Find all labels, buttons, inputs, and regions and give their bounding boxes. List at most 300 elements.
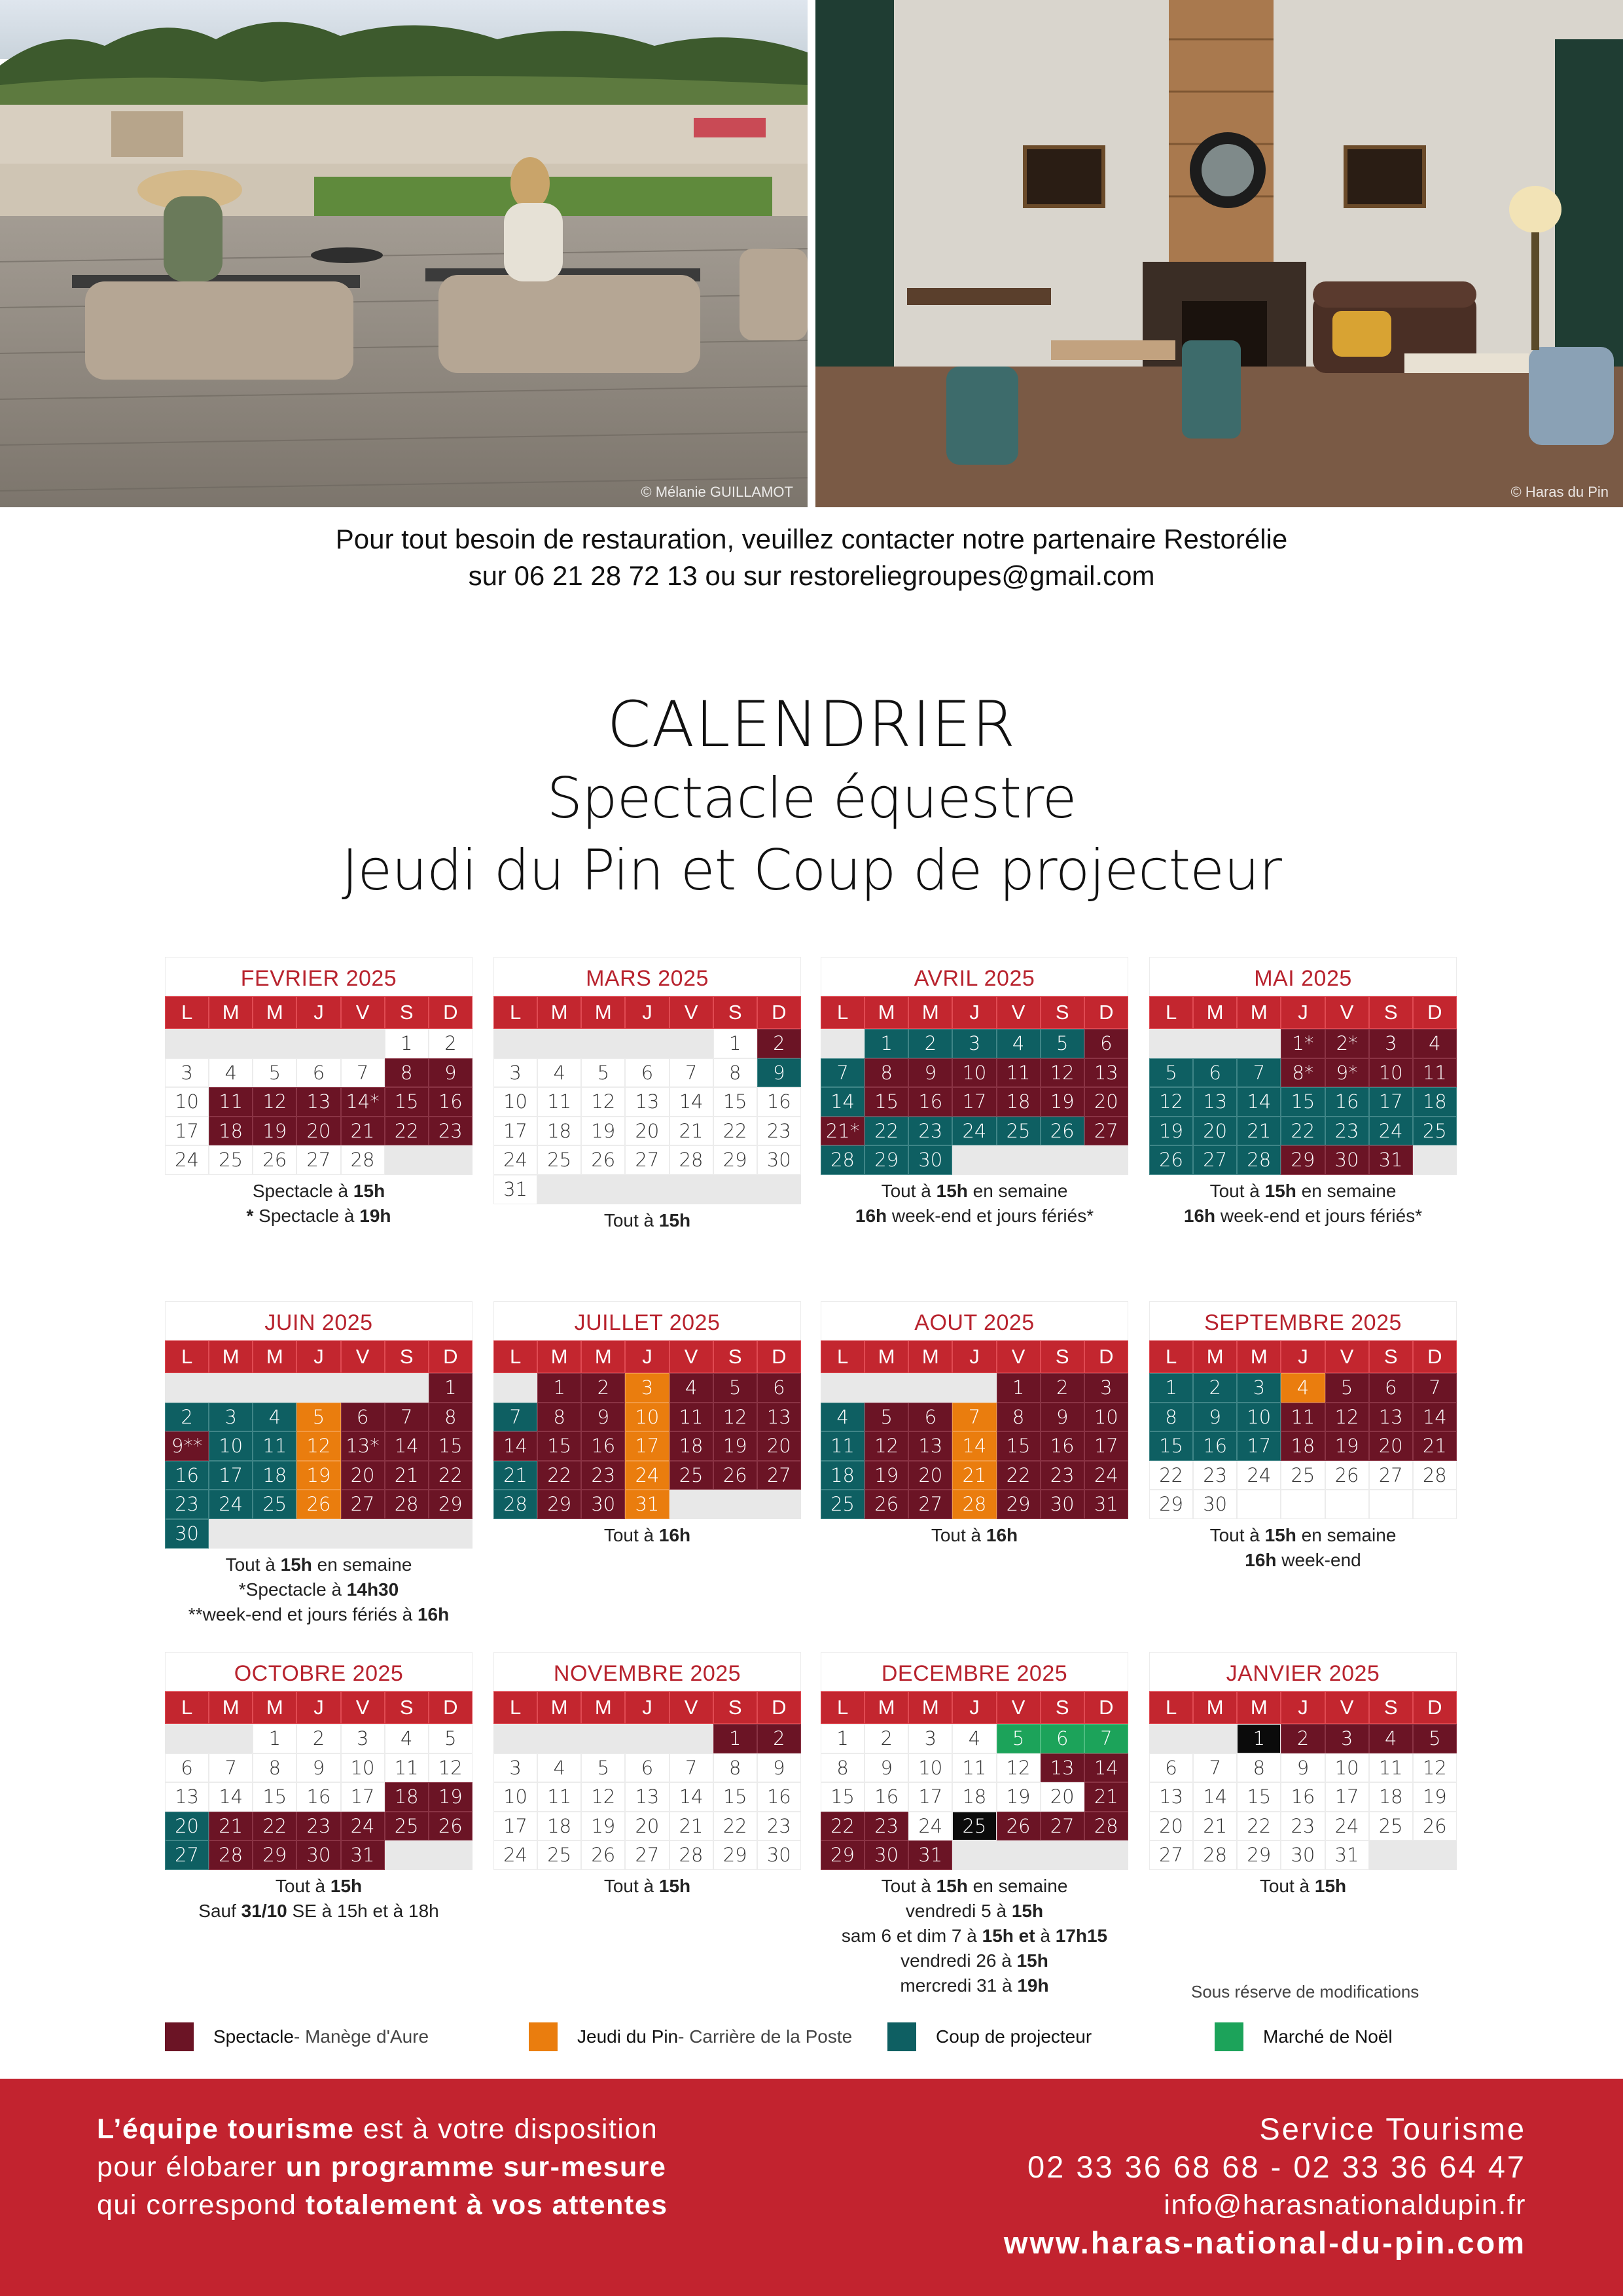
day-cell: 15 xyxy=(1149,1431,1193,1461)
day-cell: 7 xyxy=(1237,1058,1281,1088)
weekday-header: M xyxy=(1193,1691,1237,1724)
month-grid xyxy=(165,1691,473,1870)
schedule-line: Tout à 15h en semaine xyxy=(1209,1180,1397,1201)
day-cell: 20 xyxy=(908,1461,952,1490)
day-cell: 15 xyxy=(865,1087,908,1117)
empty-cell xyxy=(1413,1840,1457,1870)
month-title: JUILLET 2025 xyxy=(493,1301,801,1340)
day-cell: 8 xyxy=(429,1403,473,1432)
day-cell: 5 xyxy=(1041,1029,1084,1058)
legend-swatch xyxy=(529,2022,558,2051)
day-cell: 16 xyxy=(429,1087,473,1117)
weekday-header: S xyxy=(1041,1691,1084,1724)
day-cell: 12 xyxy=(296,1431,340,1461)
day-cell: 4 xyxy=(253,1403,296,1432)
day-cell: 1* xyxy=(1281,1029,1325,1058)
day-cell: 16 xyxy=(1193,1431,1237,1461)
day-cell: 23 xyxy=(757,1812,801,1841)
empty-cell xyxy=(253,1029,296,1058)
day-cell: 28 xyxy=(1237,1145,1281,1175)
month-schedule-note xyxy=(821,1874,1128,1998)
day-cell: 10 xyxy=(1325,1753,1369,1783)
day-cell: 27 xyxy=(1041,1812,1084,1841)
day-cell: 31 xyxy=(493,1175,537,1204)
day-cell: 13 xyxy=(1041,1753,1084,1783)
day-cell: 14 xyxy=(1413,1403,1457,1432)
month-schedule-note xyxy=(821,1179,1128,1229)
day-cell: 18 xyxy=(209,1117,253,1146)
day-cell: 12 xyxy=(429,1753,473,1783)
day-cell: 22 xyxy=(1149,1461,1193,1490)
weekday-header: V xyxy=(1325,996,1369,1029)
day-cell: 13 xyxy=(1084,1058,1128,1088)
empty-cell xyxy=(1281,1490,1325,1519)
day-cell: 21 xyxy=(209,1812,253,1841)
day-cell: 9 xyxy=(757,1058,801,1088)
day-cell: 1 xyxy=(429,1373,473,1403)
day-cell: 16 xyxy=(865,1782,908,1812)
day-cell: 11 xyxy=(1413,1058,1457,1088)
day-cell: 4 xyxy=(669,1373,713,1403)
day-cell: 8 xyxy=(537,1403,581,1432)
day-cell: 10 xyxy=(341,1753,385,1783)
empty-cell xyxy=(209,1029,253,1058)
empty-cell xyxy=(493,1373,537,1403)
day-cell: 18 xyxy=(1413,1087,1457,1117)
day-cell: 10 xyxy=(493,1782,537,1812)
month-title: OCTOBRE 2025 xyxy=(165,1652,473,1691)
day-cell: 23 xyxy=(1325,1117,1369,1146)
day-cell: 19 xyxy=(581,1812,625,1841)
month-calendar xyxy=(493,957,801,1233)
month-schedule-note xyxy=(493,1208,801,1233)
day-cell: 12 xyxy=(1413,1753,1457,1783)
day-cell: 13 xyxy=(1149,1782,1193,1812)
day-cell: 4 xyxy=(209,1058,253,1088)
day-cell: 18 xyxy=(537,1117,581,1146)
day-cell: 10 xyxy=(908,1753,952,1783)
day-cell: 12 xyxy=(581,1782,625,1812)
day-cell: 13 xyxy=(625,1782,669,1812)
weekday-header: D xyxy=(1084,996,1128,1029)
day-cell: 25 xyxy=(997,1117,1041,1146)
day-cell: 13* xyxy=(341,1431,385,1461)
empty-cell xyxy=(908,1373,952,1403)
day-cell: 3 xyxy=(952,1029,996,1058)
day-cell: 21 xyxy=(1193,1812,1237,1841)
day-cell: 1 xyxy=(1149,1373,1193,1403)
weekday-header: M xyxy=(1193,996,1237,1029)
day-cell: 20 xyxy=(296,1117,340,1146)
day-cell: 26 xyxy=(997,1812,1041,1841)
day-cell: 22 xyxy=(253,1812,296,1841)
weekday-header: D xyxy=(429,1340,473,1373)
weekday-header: V xyxy=(997,996,1041,1029)
month-schedule-note xyxy=(493,1874,801,1899)
weekday-header: J xyxy=(625,1691,669,1724)
day-cell: 15 xyxy=(821,1782,865,1812)
day-cell: 14 xyxy=(1237,1087,1281,1117)
day-cell: 18 xyxy=(1281,1431,1325,1461)
day-cell: 13 xyxy=(908,1431,952,1461)
day-cell: 7 xyxy=(1193,1753,1237,1783)
day-cell: 11 xyxy=(253,1431,296,1461)
day-cell: 23 xyxy=(1041,1461,1084,1490)
weekday-header: J xyxy=(1281,1340,1325,1373)
weekday-header: S xyxy=(713,1691,757,1724)
day-cell: 18 xyxy=(997,1087,1041,1117)
day-cell: 28 xyxy=(385,1490,429,1519)
empty-cell xyxy=(1413,1490,1457,1519)
day-cell: 20 xyxy=(757,1431,801,1461)
day-cell: 4 xyxy=(385,1724,429,1753)
reserve-note: Sous réserve de modifications xyxy=(1191,1982,1419,2001)
day-cell: 19 xyxy=(581,1117,625,1146)
empty-cell xyxy=(341,1373,385,1403)
calendar-subtitle-2: Jeudi du Pin et Coup de projecteur xyxy=(342,838,1281,903)
day-cell: 10 xyxy=(493,1087,537,1117)
day-cell: 5 xyxy=(429,1724,473,1753)
weekday-header: M xyxy=(865,1340,908,1373)
schedule-line: Tout à 15h en semaine xyxy=(881,1875,1068,1896)
day-cell: 29 xyxy=(865,1145,908,1175)
day-cell: 5 xyxy=(1149,1058,1193,1088)
schedule-line: Tout à 15h xyxy=(603,1210,691,1230)
weekday-header: S xyxy=(1369,996,1413,1029)
empty-cell xyxy=(669,1490,713,1519)
schedule-line: 16h week-end et jours fériés* xyxy=(1183,1205,1423,1226)
weekday-header: S xyxy=(713,996,757,1029)
empty-cell xyxy=(821,1373,865,1403)
footer-contact xyxy=(1004,2110,1526,2262)
day-cell: 18 xyxy=(1369,1782,1413,1812)
empty-cell xyxy=(209,1724,253,1753)
day-cell: 7 xyxy=(1413,1373,1457,1403)
day-cell: 9 xyxy=(865,1753,908,1783)
empty-cell xyxy=(537,1724,581,1753)
weekday-header: M xyxy=(537,1340,581,1373)
day-cell: 30 xyxy=(165,1519,209,1549)
day-cell: 6 xyxy=(625,1753,669,1783)
empty-cell xyxy=(1084,1840,1128,1870)
weekday-header: S xyxy=(1369,1691,1413,1724)
day-cell: 28 xyxy=(669,1840,713,1870)
weekday-header: M xyxy=(581,1340,625,1373)
empty-cell xyxy=(1193,1029,1237,1058)
day-cell: 4 xyxy=(537,1058,581,1088)
day-cell: 17 xyxy=(625,1431,669,1461)
schedule-line: mercredi 31 à 19h xyxy=(900,1975,1049,1996)
day-cell: 20 xyxy=(1084,1087,1128,1117)
month-schedule-note xyxy=(1149,1179,1457,1229)
day-cell: 7 xyxy=(952,1403,996,1432)
day-cell: 11 xyxy=(537,1087,581,1117)
empty-cell xyxy=(713,1175,757,1204)
weekday-header: L xyxy=(821,1691,865,1724)
month-title: AVRIL 2025 xyxy=(821,957,1128,996)
day-cell: 5 xyxy=(296,1403,340,1432)
restaurant-photo xyxy=(815,0,1623,507)
weekday-header: M xyxy=(253,1691,296,1724)
day-cell: 11 xyxy=(209,1087,253,1117)
day-cell: 14 xyxy=(209,1782,253,1812)
weekday-header: M xyxy=(537,1691,581,1724)
day-cell: 8 xyxy=(1237,1753,1281,1783)
day-cell: 14 xyxy=(821,1087,865,1117)
day-cell: 16 xyxy=(757,1087,801,1117)
day-cell: 26 xyxy=(296,1490,340,1519)
month-title: JANVIER 2025 xyxy=(1149,1652,1457,1691)
day-cell: 6 xyxy=(625,1058,669,1088)
day-cell: 10 xyxy=(625,1403,669,1432)
empty-cell xyxy=(865,1373,908,1403)
day-cell: 19 xyxy=(865,1461,908,1490)
day-cell: 19 xyxy=(1149,1117,1193,1146)
day-cell: 22 xyxy=(537,1461,581,1490)
day-cell: 24 xyxy=(952,1117,996,1146)
weekday-header: M xyxy=(1193,1340,1237,1373)
day-cell: 17 xyxy=(1369,1087,1413,1117)
month-grid xyxy=(1149,996,1457,1175)
day-cell: 8* xyxy=(1281,1058,1325,1088)
day-cell: 26 xyxy=(581,1840,625,1870)
day-cell: 30 xyxy=(1041,1490,1084,1519)
day-cell: 1 xyxy=(713,1724,757,1753)
legend-sublabel: - Carrière de la Poste xyxy=(678,2026,853,2047)
day-cell: 16 xyxy=(296,1782,340,1812)
weekday-header: S xyxy=(1369,1340,1413,1373)
day-cell: 25 xyxy=(952,1812,996,1841)
weekday-header: S xyxy=(385,996,429,1029)
day-cell: 15 xyxy=(713,1782,757,1812)
day-cell: 1 xyxy=(997,1373,1041,1403)
day-cell: 24 xyxy=(209,1490,253,1519)
weekday-header: J xyxy=(296,1691,340,1724)
weekday-header: L xyxy=(165,1340,209,1373)
day-cell: 13 xyxy=(296,1087,340,1117)
day-cell: 7 xyxy=(1084,1724,1128,1753)
day-cell: 20 xyxy=(625,1117,669,1146)
footer-message xyxy=(97,2110,668,2224)
weekday-header: S xyxy=(385,1691,429,1724)
day-cell: 10 xyxy=(952,1058,996,1088)
day-cell: 24 xyxy=(625,1461,669,1490)
weekday-header: J xyxy=(952,1691,996,1724)
day-cell: 3 xyxy=(493,1753,537,1783)
day-cell: 13 xyxy=(1193,1087,1237,1117)
day-cell: 19 xyxy=(713,1431,757,1461)
day-cell: 7 xyxy=(493,1403,537,1432)
day-cell: 17 xyxy=(341,1782,385,1812)
schedule-line: Sauf 31/10 SE à 15h et à 18h xyxy=(198,1900,439,1921)
day-cell: 17 xyxy=(1237,1431,1281,1461)
day-cell: 6 xyxy=(1084,1029,1128,1058)
header-photos xyxy=(0,0,1623,507)
month-title: MAI 2025 xyxy=(1149,957,1457,996)
footer-message-line-2: pour élobarer un programme sur-mesure xyxy=(97,2151,667,2183)
day-cell: 28 xyxy=(821,1145,865,1175)
empty-cell xyxy=(625,1175,669,1204)
day-cell: 30 xyxy=(865,1840,908,1870)
day-cell: 16 xyxy=(1325,1087,1369,1117)
day-cell: 28 xyxy=(669,1145,713,1175)
legend-swatch xyxy=(165,2022,194,2051)
empty-cell xyxy=(385,1373,429,1403)
day-cell: 24 xyxy=(493,1840,537,1870)
schedule-line: vendredi 5 à 15h xyxy=(905,1900,1044,1921)
day-cell: 21* xyxy=(821,1117,865,1146)
empty-cell xyxy=(429,1519,473,1549)
service-title: Service Tourisme xyxy=(1259,2111,1526,2146)
day-cell: 28 xyxy=(493,1490,537,1519)
month-grid xyxy=(165,996,473,1175)
weekday-header: M xyxy=(581,996,625,1029)
day-cell: 7 xyxy=(821,1058,865,1088)
weekday-header: M xyxy=(908,996,952,1029)
day-cell: 8 xyxy=(1149,1403,1193,1432)
day-cell: 17 xyxy=(1325,1782,1369,1812)
day-cell: 8 xyxy=(385,1058,429,1088)
legend-label: Coup de projecteur xyxy=(936,2026,1092,2047)
day-cell: 23 xyxy=(581,1461,625,1490)
day-cell: 16 xyxy=(581,1431,625,1461)
month-title: JUIN 2025 xyxy=(165,1301,473,1340)
weekday-header: D xyxy=(429,996,473,1029)
schedule-line: Tout à 16h xyxy=(603,1524,691,1545)
day-cell: 26 xyxy=(429,1812,473,1841)
day-cell: 19 xyxy=(997,1782,1041,1812)
day-cell: 6 xyxy=(908,1403,952,1432)
website-link[interactable]: www.haras-national-du-pin.com xyxy=(1003,2225,1526,2260)
weekday-header: M xyxy=(209,1340,253,1373)
day-cell: 15 xyxy=(1281,1087,1325,1117)
schedule-line: * Spectacle à 19h xyxy=(246,1205,391,1226)
day-cell: 11 xyxy=(821,1431,865,1461)
day-cell: 4 xyxy=(821,1403,865,1432)
day-cell: 24 xyxy=(1325,1812,1369,1841)
day-cell: 22 xyxy=(429,1461,473,1490)
weekday-header: L xyxy=(821,996,865,1029)
day-cell: 15 xyxy=(713,1087,757,1117)
empty-cell xyxy=(713,1490,757,1519)
day-cell: 3 xyxy=(341,1724,385,1753)
day-cell: 27 xyxy=(165,1840,209,1870)
month-calendar xyxy=(821,1652,1128,1998)
month-title: SEPTEMBRE 2025 xyxy=(1149,1301,1457,1340)
day-cell: 22 xyxy=(385,1117,429,1146)
weekday-header: V xyxy=(341,1340,385,1373)
month-calendar xyxy=(821,957,1128,1229)
weekday-header: V xyxy=(341,996,385,1029)
footer-message-line-1: L’équipe tourisme est à votre disposition xyxy=(97,2113,658,2145)
empty-cell xyxy=(1193,1724,1237,1753)
day-cell: 24 xyxy=(1369,1117,1413,1146)
day-cell: 23 xyxy=(865,1812,908,1841)
day-cell: 27 xyxy=(908,1490,952,1519)
day-cell: 19 xyxy=(429,1782,473,1812)
day-cell: 5 xyxy=(581,1753,625,1783)
weekday-header: J xyxy=(296,996,340,1029)
day-cell: 12 xyxy=(1325,1403,1369,1432)
phone-numbers: 02 33 36 68 68 - 02 33 36 64 47 xyxy=(1027,2149,1526,2184)
day-cell: 3 xyxy=(165,1058,209,1088)
day-cell: 1 xyxy=(821,1724,865,1753)
photo-credit-right: © Haras du Pin xyxy=(1510,484,1609,500)
day-cell: 15 xyxy=(385,1087,429,1117)
day-cell: 3 xyxy=(1325,1724,1369,1753)
day-cell: 1 xyxy=(1237,1724,1281,1753)
day-cell: 14 xyxy=(385,1431,429,1461)
day-cell: 21 xyxy=(669,1117,713,1146)
schedule-line: Tout à 15h xyxy=(275,1875,363,1896)
day-cell: 13 xyxy=(165,1782,209,1812)
day-cell: 27 xyxy=(1369,1461,1413,1490)
day-cell: 2 xyxy=(296,1724,340,1753)
day-cell: 7 xyxy=(209,1753,253,1783)
empty-cell xyxy=(1369,1840,1413,1870)
day-cell: 29 xyxy=(429,1490,473,1519)
day-cell: 25 xyxy=(821,1490,865,1519)
day-cell: 15 xyxy=(429,1431,473,1461)
day-cell: 21 xyxy=(952,1461,996,1490)
weekday-header: J xyxy=(1281,996,1325,1029)
month-title: DECEMBRE 2025 xyxy=(821,1652,1128,1691)
legend-swatch xyxy=(887,2022,916,2051)
weekday-header: D xyxy=(1413,996,1457,1029)
day-cell: 6 xyxy=(1193,1058,1237,1088)
day-cell: 18 xyxy=(385,1782,429,1812)
day-cell: 26 xyxy=(253,1145,296,1175)
day-cell: 31 xyxy=(625,1490,669,1519)
day-cell: 22 xyxy=(1237,1812,1281,1841)
weekday-header: J xyxy=(625,996,669,1029)
day-cell: 3 xyxy=(908,1724,952,1753)
day-cell: 7 xyxy=(385,1403,429,1432)
day-cell: 26 xyxy=(1413,1812,1457,1841)
day-cell: 4 xyxy=(997,1029,1041,1058)
calendar-title: CALENDRIER xyxy=(607,688,1016,761)
day-cell: 31 xyxy=(1084,1490,1128,1519)
day-cell: 15 xyxy=(997,1431,1041,1461)
day-cell: 4 xyxy=(952,1724,996,1753)
day-cell: 14 xyxy=(952,1431,996,1461)
day-cell: 3 xyxy=(493,1058,537,1088)
day-cell: 8 xyxy=(253,1753,296,1783)
day-cell: 20 xyxy=(341,1461,385,1490)
day-cell: 6 xyxy=(341,1403,385,1432)
day-cell: 27 xyxy=(625,1840,669,1870)
day-cell: 29 xyxy=(1149,1490,1193,1519)
month-calendar xyxy=(1149,1301,1457,1573)
email-link[interactable]: info@harasnationaldupin.fr xyxy=(1164,2189,1526,2221)
weekday-header: V xyxy=(1325,1691,1369,1724)
day-cell: 16 xyxy=(1041,1431,1084,1461)
day-cell: 9 xyxy=(1041,1403,1084,1432)
day-cell: 22 xyxy=(1281,1117,1325,1146)
day-cell: 3 xyxy=(1237,1373,1281,1403)
weekday-header: M xyxy=(209,996,253,1029)
day-cell: 5 xyxy=(253,1058,296,1088)
empty-cell xyxy=(952,1145,996,1175)
day-cell: 19 xyxy=(1041,1087,1084,1117)
empty-cell xyxy=(537,1029,581,1058)
day-cell: 28 xyxy=(341,1145,385,1175)
month-calendar xyxy=(1149,957,1457,1229)
weekday-header: D xyxy=(1084,1691,1128,1724)
weekday-header: V xyxy=(997,1691,1041,1724)
empty-cell xyxy=(429,1145,473,1175)
weekday-header: D xyxy=(757,996,801,1029)
